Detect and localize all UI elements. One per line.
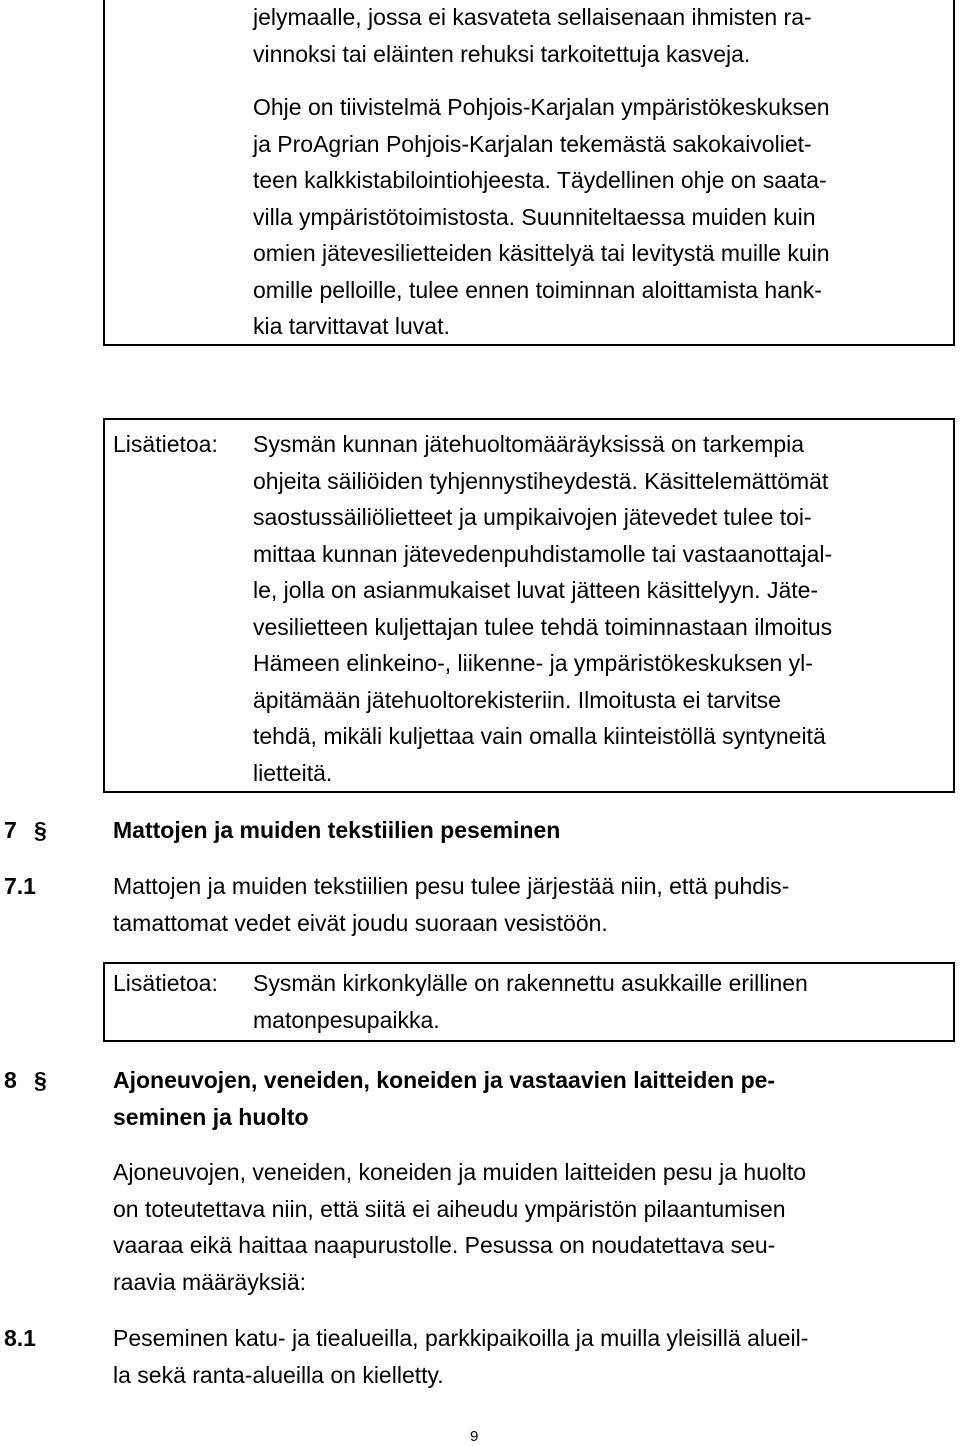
box1-paragraph-2: Ohje on tiivistelmä Pohjois-Karjalan ympäristökeskuksen ja ProAgrian Pohjois-Karjalan tekemästä sakokaivoliet- teen kalkkistabilointiohjeesta. Täydellinen ohje on saata- villa ympäristötoimistosta. Suunniteltaessa muiden kuin omien jätevesilietteiden käsittelyä tai levitystä muille kuin omille pelloille, tulee ennen toiminnan aloittamista hank- kia tarvittavat luvat. (253, 94, 830, 339)
item-7-1-number: 7.1 (4, 873, 36, 899)
page-number: 9 (470, 1428, 479, 1445)
section-7-title: Mattojen ja muiden tekstiilien peseminen (113, 817, 561, 843)
box2-label: Lisätietoa: (113, 431, 218, 457)
box3-label: Lisätietoa: (113, 970, 218, 996)
section-8-title: Ajoneuvojen, veneiden, koneiden ja vastaavien laitteiden pe- seminen ja huolto (113, 1067, 776, 1130)
section-8-number: 8 (4, 1067, 17, 1093)
box3-text: Sysmän kirkonkylälle on rakennettu asukkaille erillinen matonpesupaikka. (253, 970, 808, 1033)
section-8-intro: Ajoneuvojen, veneiden, koneiden ja muiden laitteiden pesu ja huolto on toteutettava niin, että siitä ei aiheudu ympäristön pilaantumisen vaaraa eikä haittaa naapurustolle. Pesussa on noudatettava seu- raavia määräyksiä: (113, 1159, 807, 1295)
section-7-number: 7 (4, 817, 17, 843)
section-sign: § (34, 817, 47, 843)
item-8-1-number: 8.1 (4, 1325, 36, 1351)
section-sign: § (34, 1067, 47, 1093)
item-8-1-text: Peseminen katu- ja tiealueilla, parkkipaikoilla ja muilla yleisillä alueil- la sekä ranta-alueilla on kielletty. (113, 1325, 809, 1388)
box1-paragraph-1: jelymaalle, jossa ei kasvateta sellaisenaan ihmisten ra- vinnoksi tai eläinten rehuksi tarkoitettuja kasveja. (253, 4, 812, 67)
item-7-1-text: Mattojen ja muiden tekstiilien pesu tulee järjestää niin, että puhdis- tamattomat vedet eivät joudu suoraan vesistöön. (113, 873, 790, 936)
box2-text: Sysmän kunnan jätehuoltomääräyksissä on tarkempia ohjeita säiliöiden tyhjennystiheydestä. Käsittelemättömät saostussäiliölietteet ja umpikaivojen jätevedet tulee toi- mittaa kunnan jätevedenpuhdistamolle tai vastaanottajal- le, jolla on asianmukaiset luvat jätteen käsittelyyn. Jäte- vesilietteen kuljettajan tulee tehdä toiminnastaan ilmoitus Hämeen elinkeino-, liikenne- ja ympäristökeskuksen yl- äpitämään jätehuoltorekisteriin. Ilmoitusta ei tarvitse tehdä, mikäli kuljettaa vain omalla kiinteistöllä syntyneitä lietteitä. (253, 431, 833, 786)
